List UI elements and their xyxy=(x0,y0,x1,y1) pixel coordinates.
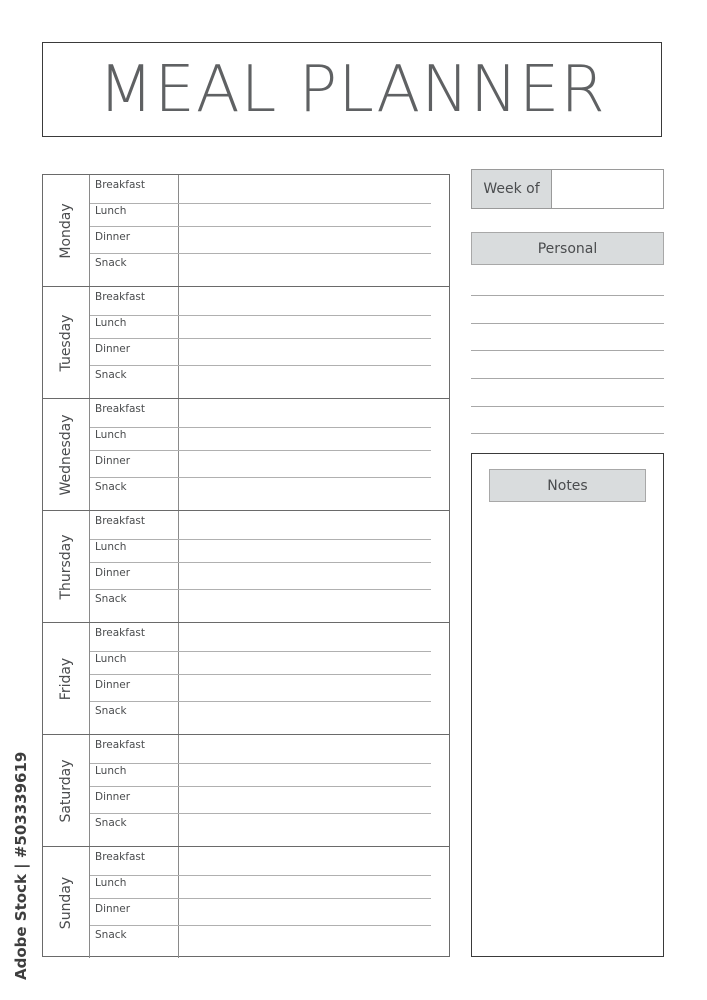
meal-entry-line[interactable] xyxy=(90,477,431,478)
meal-label-lunch: Lunch xyxy=(95,205,127,217)
meal-entry-line[interactable] xyxy=(90,674,431,675)
meal-entry-line[interactable] xyxy=(90,427,431,428)
meal-entry-line[interactable] xyxy=(90,450,431,451)
day-column xyxy=(43,287,90,398)
meal-label-dinner: Dinner xyxy=(95,455,131,467)
meal-label-snack: Snack xyxy=(95,257,127,269)
meal-label-dinner: Dinner xyxy=(95,791,131,803)
day-block-sunday xyxy=(43,847,449,958)
meal-label-breakfast: Breakfast xyxy=(95,739,145,751)
meal-label-snack: Snack xyxy=(95,593,127,605)
meal-label-dinner: Dinner xyxy=(95,231,131,243)
meal-column xyxy=(90,847,179,958)
day-column xyxy=(43,847,90,958)
day-block-thursday xyxy=(43,511,449,623)
meal-entry-line[interactable] xyxy=(90,701,431,702)
stock-credit-watermark: Adobe Stock | #503339619 xyxy=(12,751,30,980)
personal-line[interactable] xyxy=(471,406,664,407)
meal-column xyxy=(90,623,179,734)
meal-label-dinner: Dinner xyxy=(95,903,131,915)
day-column xyxy=(43,399,90,510)
meal-label-breakfast: Breakfast xyxy=(95,403,145,415)
meal-entry-line[interactable] xyxy=(90,338,431,339)
meal-label-lunch: Lunch xyxy=(95,429,127,441)
meal-label-breakfast: Breakfast xyxy=(95,851,145,863)
meal-entry-line[interactable] xyxy=(90,786,431,787)
day-block-wednesday xyxy=(43,399,449,511)
day-label: Thursday xyxy=(58,533,74,600)
notes-header: Notes xyxy=(489,469,646,502)
personal-line[interactable] xyxy=(471,433,664,434)
day-column xyxy=(43,735,90,846)
meal-label-breakfast: Breakfast xyxy=(95,291,145,303)
personal-line[interactable] xyxy=(471,323,664,324)
day-block-monday xyxy=(43,175,449,287)
meal-column xyxy=(90,399,179,510)
meal-label-lunch: Lunch xyxy=(95,653,127,665)
meal-label-breakfast: Breakfast xyxy=(95,179,145,191)
meal-entry-line[interactable] xyxy=(90,226,431,227)
meal-entry-line[interactable] xyxy=(90,589,431,590)
day-label: Saturday xyxy=(58,758,74,823)
meal-label-dinner: Dinner xyxy=(95,567,131,579)
notes-panel[interactable] xyxy=(471,453,664,957)
personal-line[interactable] xyxy=(471,378,664,379)
title-frame xyxy=(42,42,662,137)
meal-entry-line[interactable] xyxy=(90,651,431,652)
day-label: Tuesday xyxy=(58,314,74,371)
meal-label-snack: Snack xyxy=(95,369,127,381)
day-column xyxy=(43,623,90,734)
meal-column xyxy=(90,735,179,846)
week-of-input[interactable] xyxy=(552,170,663,208)
meal-entry-line[interactable] xyxy=(90,253,431,254)
personal-line[interactable] xyxy=(471,295,664,296)
day-label: Monday xyxy=(58,202,74,259)
day-label: Wednesday xyxy=(58,413,74,496)
meal-label-breakfast: Breakfast xyxy=(95,627,145,639)
meal-label-snack: Snack xyxy=(95,929,127,941)
meal-label-snack: Snack xyxy=(95,481,127,493)
week-of-field[interactable] xyxy=(471,169,664,209)
meal-label-snack: Snack xyxy=(95,817,127,829)
day-block-saturday xyxy=(43,735,449,847)
day-label: Friday xyxy=(58,657,74,700)
weekly-meal-table xyxy=(42,174,450,957)
meal-column xyxy=(90,511,179,622)
meal-entry-line[interactable] xyxy=(90,763,431,764)
day-column xyxy=(43,175,90,286)
meal-label-lunch: Lunch xyxy=(95,541,127,553)
meal-label-lunch: Lunch xyxy=(95,765,127,777)
day-label: Sunday xyxy=(58,876,74,929)
personal-line[interactable] xyxy=(471,350,664,351)
day-column xyxy=(43,511,90,622)
meal-label-lunch: Lunch xyxy=(95,877,127,889)
meal-label-dinner: Dinner xyxy=(95,343,131,355)
meal-entry-line[interactable] xyxy=(90,875,431,876)
meal-label-dinner: Dinner xyxy=(95,679,131,691)
meal-column xyxy=(90,175,179,286)
meal-entry-line[interactable] xyxy=(90,315,431,316)
meal-entry-line[interactable] xyxy=(90,365,431,366)
day-block-tuesday xyxy=(43,287,449,399)
meal-column xyxy=(90,287,179,398)
personal-section-header: Personal xyxy=(471,232,664,265)
meal-label-lunch: Lunch xyxy=(95,317,127,329)
meal-entry-line[interactable] xyxy=(90,813,431,814)
page-title: MEAL PLANNER xyxy=(98,52,606,127)
meal-entry-line[interactable] xyxy=(90,203,431,204)
meal-entry-line[interactable] xyxy=(90,925,431,926)
meal-label-snack: Snack xyxy=(95,705,127,717)
meal-entry-line[interactable] xyxy=(90,539,431,540)
meal-entry-line[interactable] xyxy=(90,562,431,563)
day-block-friday xyxy=(43,623,449,735)
week-of-label: Week of xyxy=(472,170,552,208)
meal-label-breakfast: Breakfast xyxy=(95,515,145,527)
meal-entry-line[interactable] xyxy=(90,898,431,899)
